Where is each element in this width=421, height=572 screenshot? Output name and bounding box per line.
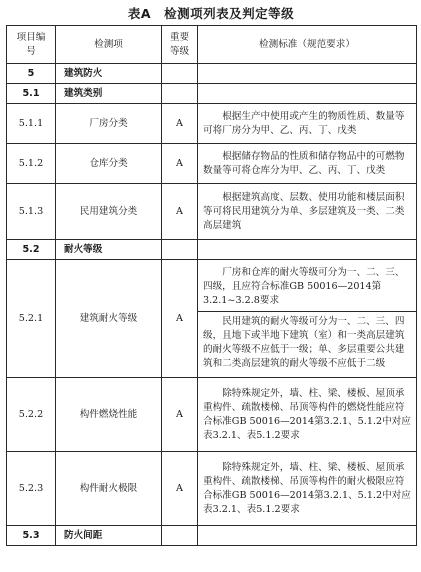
header-standard: 检测标准（规范要求） <box>198 26 417 64</box>
standard-part-factory: 厂房和仓库的耐火等级可分为一、二、三、四级，且应符合标准GB 50016—2014第3.2.1~3.2.8要求 <box>203 267 405 306</box>
row-standard <box>198 526 417 546</box>
row-standard <box>198 64 417 84</box>
row-standard: 除特殊规定外，墙、柱、梁、楼板、屋顶承重构件、疏散楼梯、吊顶等构件的耐火极限应符合标准GB 50016—2014第3.2.1、5.1.2中对应表3.2.1、表5.1.2要求 <box>198 452 417 526</box>
table-row-5-2-3 <box>7 452 417 526</box>
table-title: 表A 检测项列表及判定等级 <box>127 6 295 21</box>
row-id: 5.1.1 <box>7 104 56 144</box>
section-row-5 <box>7 64 417 84</box>
inspection-table <box>6 25 417 546</box>
row-id: 5.2.3 <box>7 452 56 526</box>
row-id: 5.2.2 <box>7 378 56 452</box>
row-id: 5 <box>7 64 56 84</box>
header-id: 项目编号 <box>7 26 56 64</box>
table-row-5-1-1 <box>7 104 417 144</box>
row-item: 仓库分类 <box>56 144 162 184</box>
row-id: 5.1.2 <box>7 144 56 184</box>
row-grade: A <box>162 104 198 144</box>
row-grade: A <box>162 452 198 526</box>
table-row-5-2-2 <box>7 378 417 452</box>
row-item: 建筑类别 <box>56 84 162 104</box>
standard-part-civil: 民用建筑的耐火等级可分为一、二、三、四级，且地下或半地下建筑（室）和一类高层建筑的耐火等级不应低于一级；单、多层重要公共建筑和二类高层建筑的耐火等级不应低于二级 <box>198 311 416 374</box>
row-grade <box>162 240 198 260</box>
row-standard <box>198 240 417 260</box>
row-standard: 除特殊规定外，墙、柱、梁、楼板、屋顶承重构件、疏散楼梯、吊顶等构件的燃烧性能应符合标准GB 50016—2014第3.2.1、5.1.2中对应表3.2.1、表5.1.2要求 <box>198 378 417 452</box>
table-row-5-1-3 <box>7 184 417 240</box>
row-grade <box>162 526 198 546</box>
section-row-5-3 <box>7 526 417 546</box>
row-standard: 根据储存物品的性质和储存物品中的可燃物数量等可将仓库分为甲、乙、丙、丁、戊类 <box>198 144 417 184</box>
row-id: 5.1.3 <box>7 184 56 240</box>
row-grade: A <box>162 184 198 240</box>
row-item: 构件耐火极限 <box>56 452 162 526</box>
row-grade <box>162 64 198 84</box>
section-row-5-1 <box>7 84 417 104</box>
table-header-row <box>7 26 417 64</box>
row-item: 耐火等级 <box>56 240 162 260</box>
row-id: 5.3 <box>7 526 56 546</box>
table-row-5-1-2 <box>7 144 417 184</box>
row-item: 防火间距 <box>56 526 162 546</box>
row-item: 建筑防火 <box>56 64 162 84</box>
row-item: 厂房分类 <box>56 104 162 144</box>
section-row-5-2 <box>7 240 417 260</box>
row-id: 5.2 <box>7 240 56 260</box>
row-grade <box>162 84 198 104</box>
row-item: 民用建筑分类 <box>56 184 162 240</box>
row-standard: 根据建筑高度、层数、使用功能和楼层面积等可将民用建筑分为单、多层建筑及一类、二类高层建筑 <box>198 184 417 240</box>
row-standard: 根据生产中使用或产生的物质性质、数量等可将厂房分为甲、乙、丙、丁、戊类 <box>198 104 417 144</box>
row-id: 5.1 <box>7 84 56 104</box>
table-row-5-2-1 <box>7 260 417 378</box>
header-grade: 重要等级 <box>162 26 198 64</box>
row-item: 建筑耐火等级 <box>56 260 162 378</box>
row-standard <box>198 260 417 378</box>
row-grade: A <box>162 378 198 452</box>
row-grade: A <box>162 144 198 184</box>
header-item: 检测项 <box>56 26 162 64</box>
row-grade: A <box>162 260 198 378</box>
row-standard <box>198 84 417 104</box>
row-id: 5.2.1 <box>7 260 56 378</box>
row-item: 构件燃烧性能 <box>56 378 162 452</box>
